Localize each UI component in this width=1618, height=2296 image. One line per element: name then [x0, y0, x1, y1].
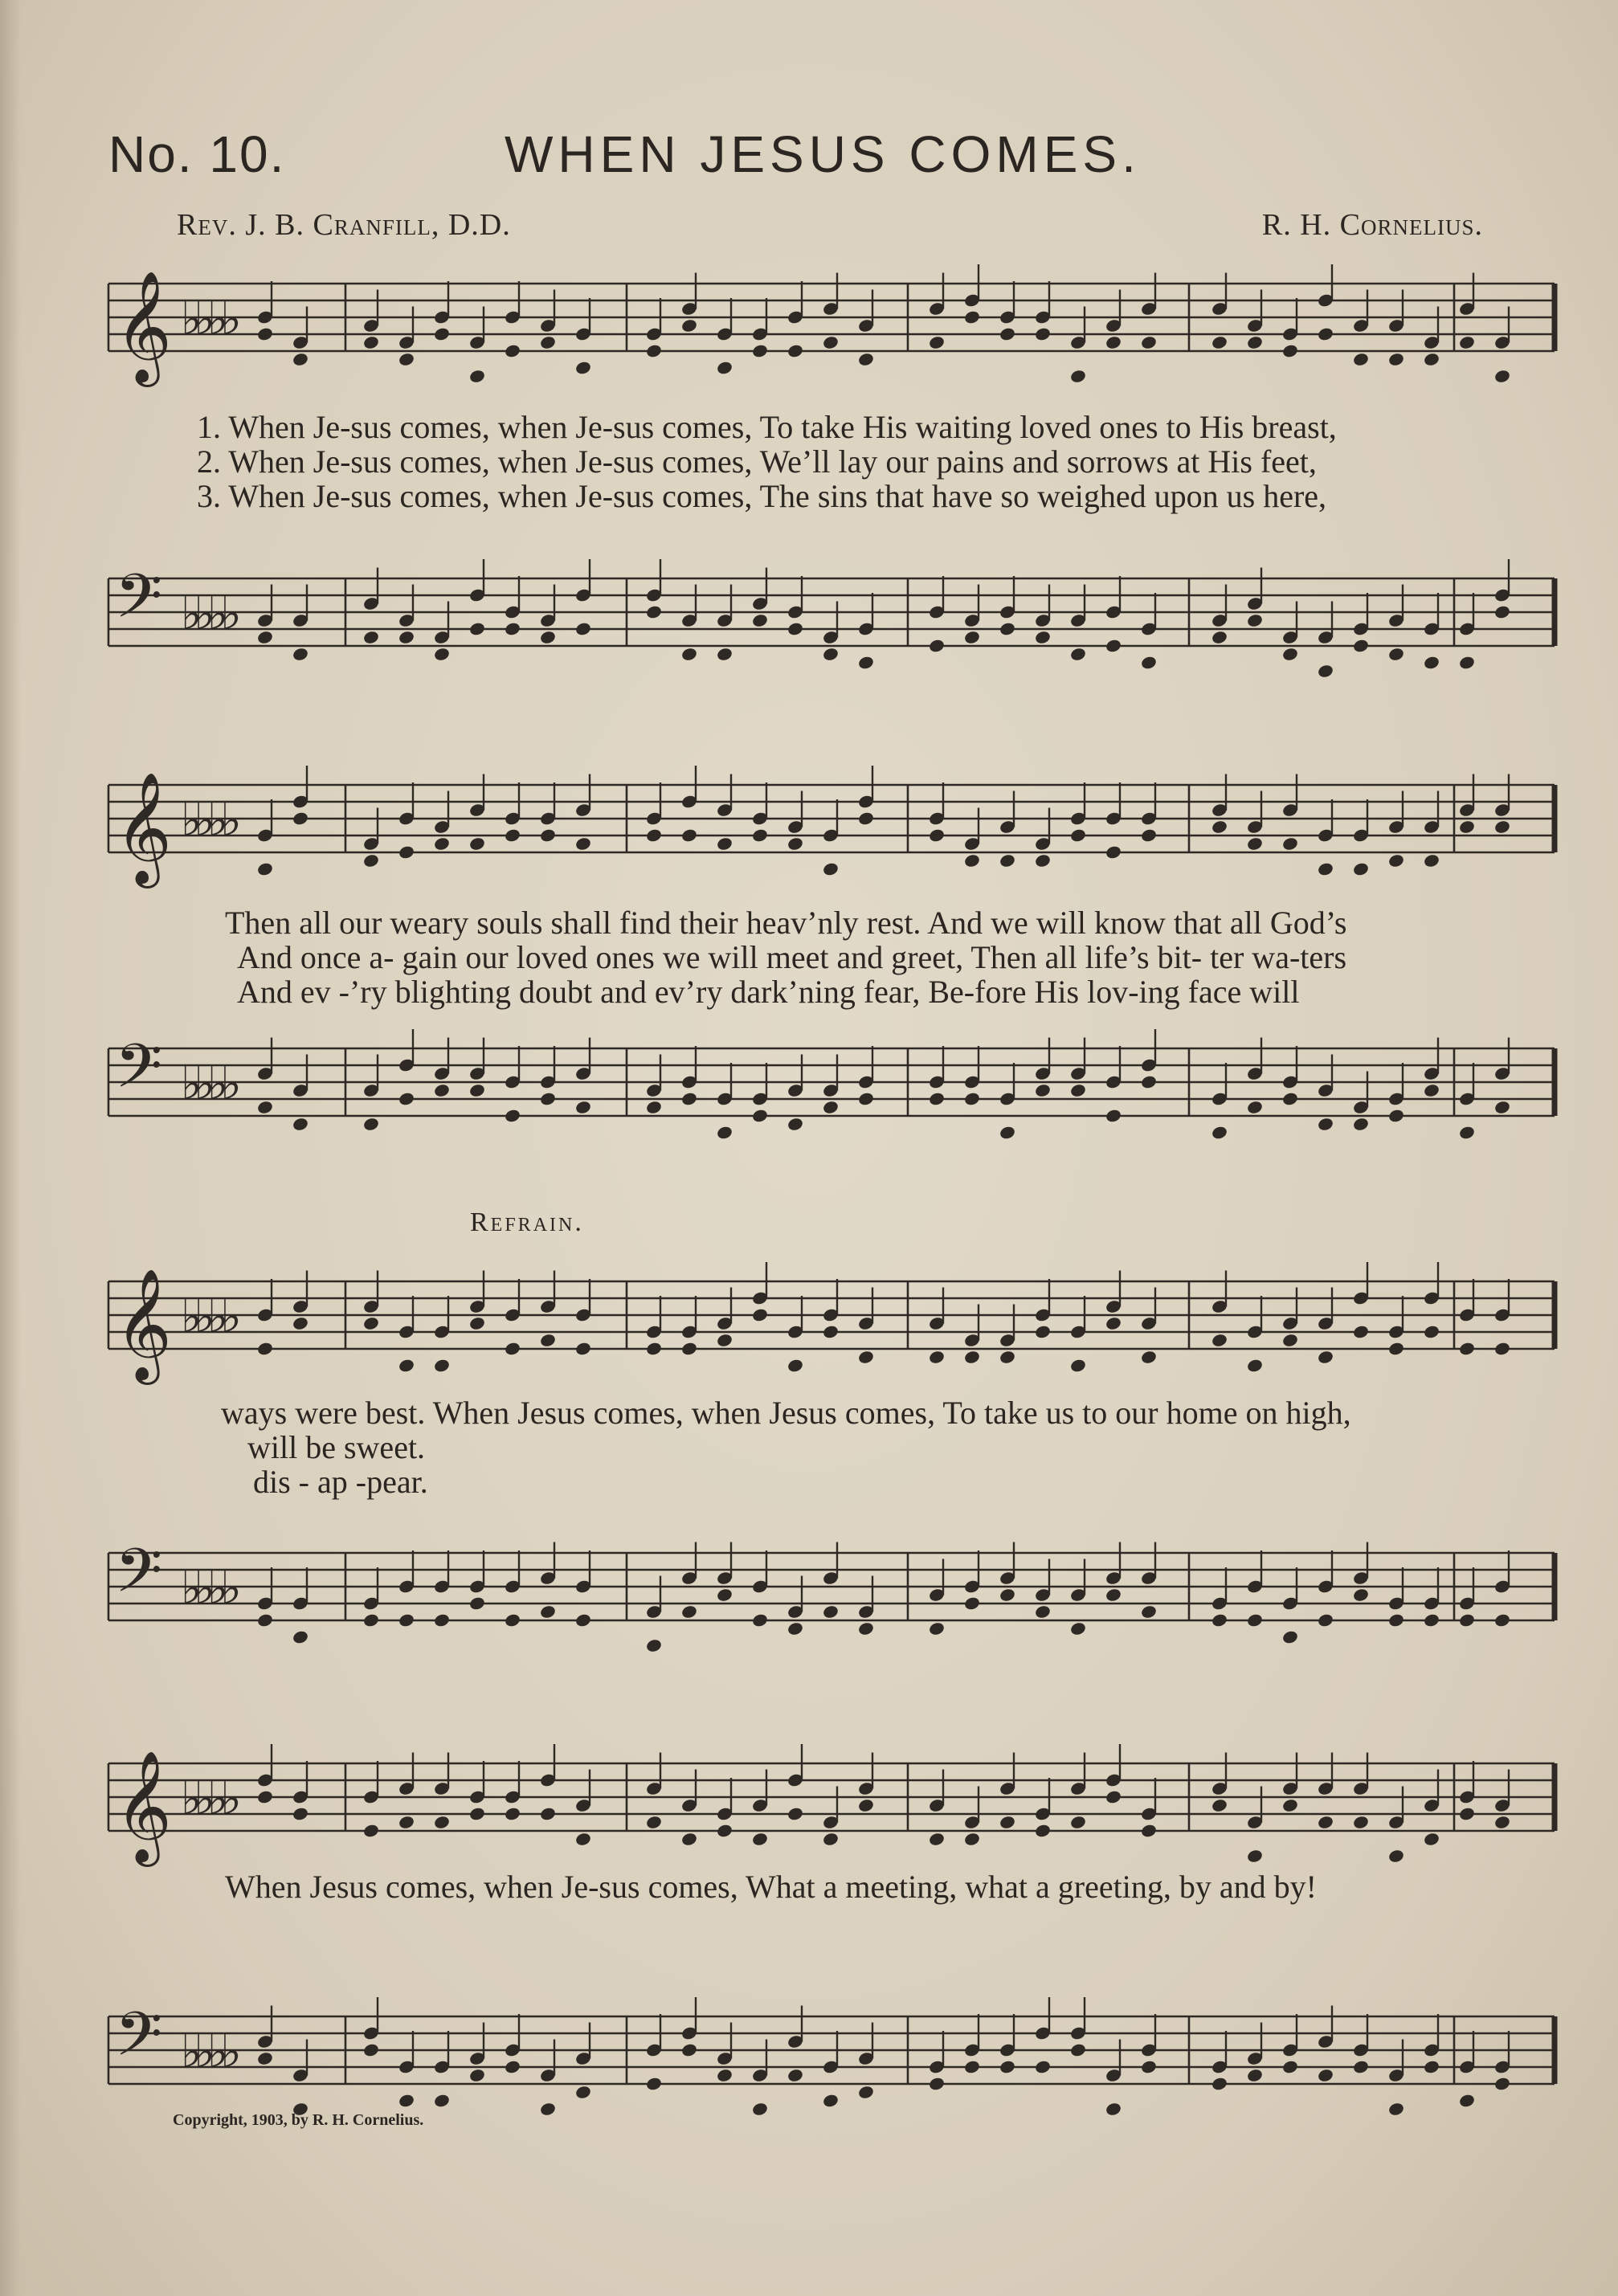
svg-text:𝄢: 𝄢	[115, 1999, 163, 2085]
bass-staff-system-3	[0, 1535, 1618, 1653]
lyricist-credit: Rev. J. B. Cranfill, D.D.	[177, 208, 511, 242]
svg-text:𝄢: 𝄢	[115, 1535, 163, 1621]
lyric-line: 1. When Je-sus comes, when Je-sus comes, To take His waiting loved ones to His breast,	[197, 409, 1337, 445]
svg-text:♭♭♭♭: ♭♭♭♭	[181, 1291, 234, 1343]
lyric-line: When Jesus comes, when Je-sus comes, What a meeting, what a greeting, by and by!	[225, 1869, 1317, 1905]
lyric-line: 2. When Je-sus comes, when Je-sus comes, We’ll lay our pains and sorrows at His feet,	[197, 443, 1317, 480]
svg-text:♭♭♭♭: ♭♭♭♭	[181, 293, 234, 345]
svg-text:♭♭♭♭: ♭♭♭♭	[181, 1773, 234, 1825]
lyric-line: ways were best. When Jesus comes, when Jesus comes, To take us to our home on high,	[221, 1395, 1351, 1431]
treble-staff-system-4	[0, 1751, 1618, 1864]
svg-text:♭♭♭♭: ♭♭♭♭	[181, 2026, 234, 2078]
bass-staff-system-1	[0, 561, 1618, 679]
svg-text:♭♭♭♭: ♭♭♭♭	[181, 588, 234, 640]
svg-text:𝄞: 𝄞	[115, 772, 172, 884]
lyric-line: And ev -’ry blighting doubt and ev’ry dark’ning fear, Be-fore His lov-ing face will	[237, 974, 1300, 1010]
treble-staff-system-3	[0, 1269, 1618, 1382]
treble-staff-system-2	[0, 773, 1618, 885]
svg-text:♭♭♭♭: ♭♭♭♭	[181, 1058, 234, 1110]
svg-text:𝄞: 𝄞	[115, 1269, 172, 1380]
lyric-line: And once a- gain our loved ones we will meet and greet, Then all life’s bit- ter wa-ters	[237, 939, 1347, 975]
lyric-line: will be sweet.	[247, 1429, 426, 1465]
svg-text:𝄢: 𝄢	[115, 1031, 163, 1117]
lyric-line: dis - ap -pear.	[253, 1464, 428, 1500]
bass-staff-system-2	[0, 1031, 1618, 1149]
copyright-notice: Copyright, 1903, by R. H. Cornelius.	[173, 2111, 424, 2129]
hymn-number: No. 10.	[108, 125, 286, 183]
composer-credit: R. H. Cornelius.	[1261, 208, 1483, 242]
svg-text:♭♭♭♭: ♭♭♭♭	[181, 795, 234, 847]
lyric-line: 3. When Je-sus comes, when Je-sus comes, The sins that have so weighed upon us here,	[197, 478, 1327, 514]
svg-text:♭♭♭♭: ♭♭♭♭	[181, 1563, 234, 1615]
svg-text:𝄢: 𝄢	[115, 561, 163, 647]
svg-text:𝄞: 𝄞	[115, 271, 172, 382]
bass-staff-system-4	[0, 1999, 1618, 2117]
refrain-label: Refrain.	[470, 1207, 584, 1237]
svg-text:𝄞: 𝄞	[115, 1751, 172, 1862]
hymn-title: WHEN JESUS COMES.	[505, 125, 1141, 183]
lyric-line: Then all our weary souls shall find their heav’nly rest. And we will know that all God’s	[225, 905, 1347, 941]
treble-staff-system-1	[0, 272, 1618, 384]
